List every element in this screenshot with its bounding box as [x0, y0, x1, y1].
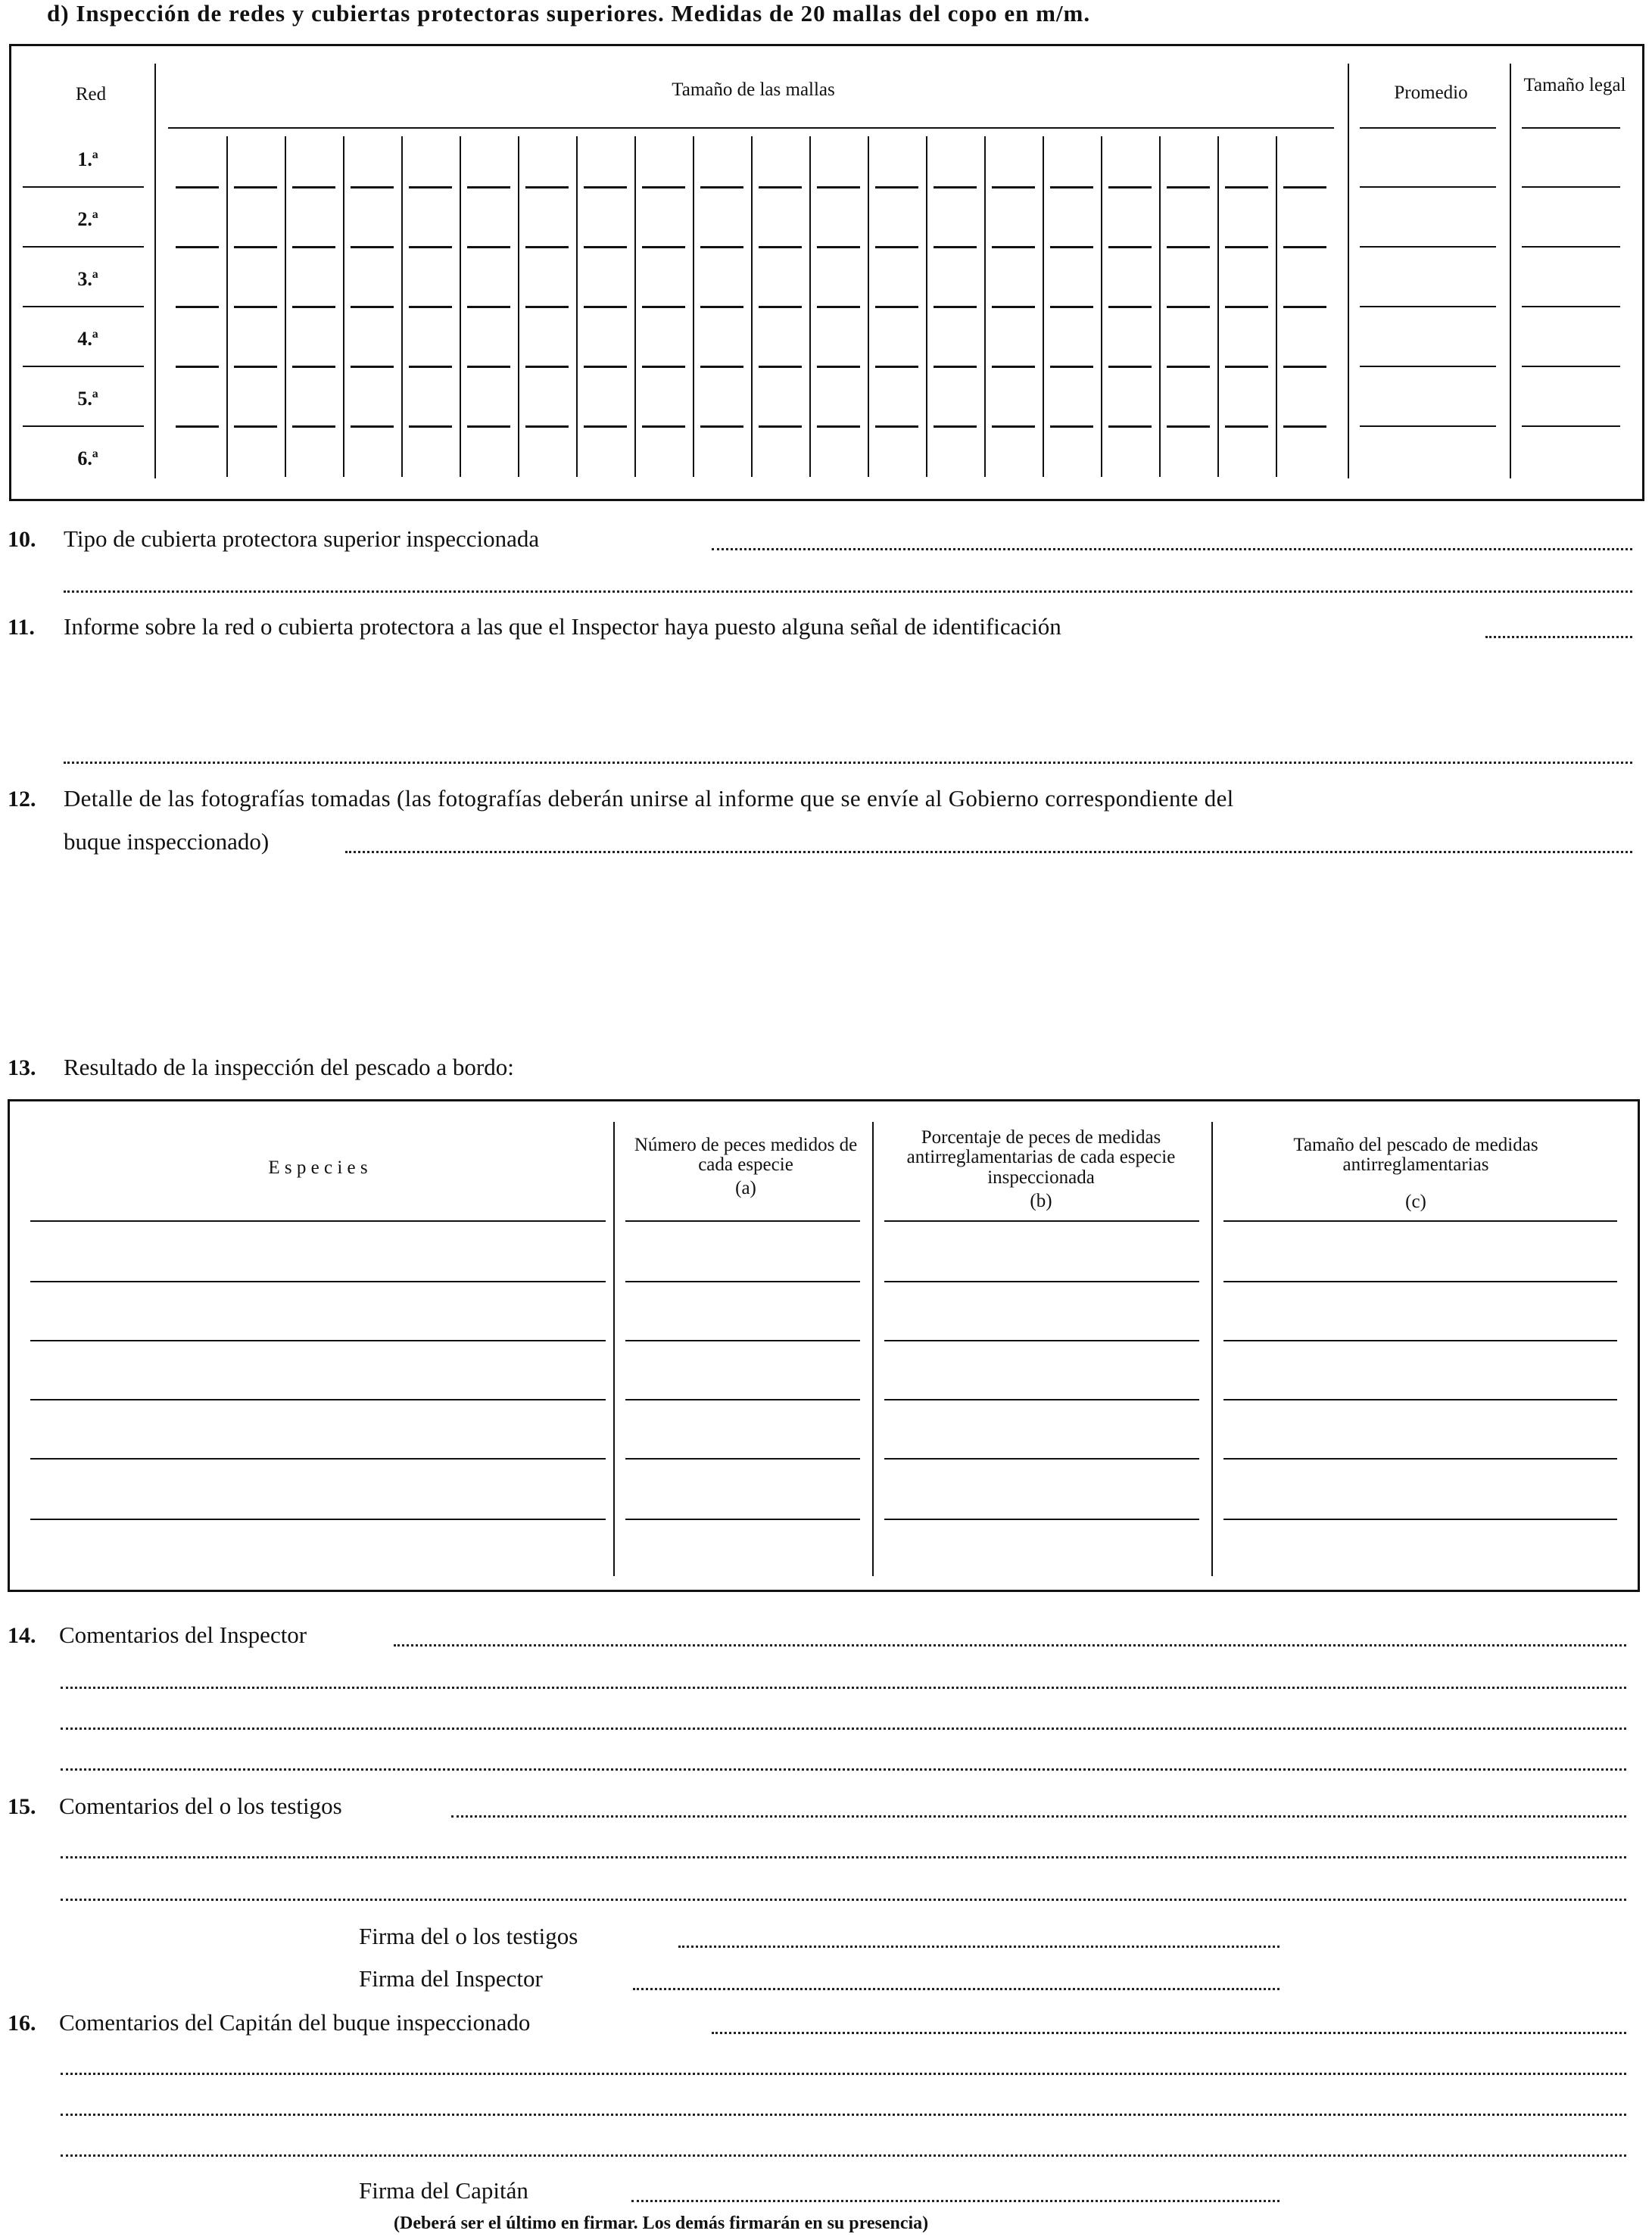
mesh-promedio-entry	[1360, 186, 1496, 188]
mesh-cell-entry[interactable]	[1283, 246, 1326, 248]
item-16-fill-2[interactable]	[61, 2073, 1626, 2075]
mesh-cell-entry[interactable]	[934, 366, 977, 368]
item-16-number: 16.	[8, 2011, 36, 2036]
mesh-row-label: 3.ª	[77, 268, 98, 290]
item-16-fill[interactable]	[712, 2032, 1626, 2034]
mesh-cell-entry[interactable]	[234, 366, 277, 368]
item-12-number: 12.	[8, 787, 36, 812]
fish-sep-1	[613, 1122, 615, 1576]
mesh-cell-entry[interactable]	[1108, 306, 1152, 308]
mesh-cell-entry[interactable]	[817, 306, 860, 308]
mesh-cell-entry[interactable]	[234, 425, 277, 428]
mesh-cell-entry[interactable]	[234, 306, 277, 308]
mesh-cell-entry[interactable]	[1108, 186, 1152, 188]
mesh-legal-entry	[1522, 246, 1620, 248]
item-16-fill-4[interactable]	[61, 2154, 1626, 2157]
fish-entry-line	[1223, 1458, 1617, 1460]
mesh-cell-entry[interactable]	[351, 366, 394, 368]
mesh-cell-entry[interactable]	[934, 306, 977, 308]
mesh-cell-entry[interactable]	[1050, 425, 1093, 428]
fish-col-porcentaje-tag: (b)	[1030, 1191, 1052, 1211]
mesh-cell-entry[interactable]	[292, 306, 335, 308]
mesh-row-line-red	[23, 366, 144, 367]
mesh-sep-promedio	[1348, 64, 1349, 478]
mesh-cell-entry[interactable]	[1108, 366, 1152, 368]
mesh-header-line-legal	[1522, 127, 1620, 129]
mesh-cell-entry[interactable]	[1283, 306, 1326, 308]
fish-entry-line	[884, 1519, 1199, 1520]
mesh-col-sep	[693, 136, 694, 477]
mesh-col-sep	[343, 136, 344, 477]
mesh-sep-legal	[1510, 64, 1511, 478]
mesh-cell-entry[interactable]	[642, 366, 685, 368]
mesh-cell-entry[interactable]	[875, 306, 918, 308]
mesh-cell-entry[interactable]	[759, 306, 802, 308]
fish-entry-line	[1223, 1340, 1617, 1341]
mesh-cell-entry[interactable]	[1225, 306, 1268, 308]
fish-entry-line	[625, 1220, 860, 1222]
mesh-cell-entry[interactable]	[817, 366, 860, 368]
mesh-cell-entry[interactable]	[992, 366, 1035, 368]
fish-col-numero-tag: (a)	[735, 1178, 756, 1198]
mesh-cell-entry[interactable]	[1225, 366, 1268, 368]
mesh-header-line	[168, 127, 1334, 129]
mesh-cell-entry[interactable]	[1167, 186, 1210, 188]
mesh-promedio-entry	[1360, 246, 1496, 248]
mesh-col-sep	[1043, 136, 1044, 477]
mesh-cell-entry[interactable]	[351, 186, 394, 188]
item-12-label: Detalle de las fotografías tomadas (las fotografías deberán unirse al informe que se envíe al Gobierno correspondiente del	[64, 785, 1234, 812]
mesh-promedio-entry	[1360, 425, 1496, 427]
mesh-cell-entry[interactable]	[467, 306, 510, 308]
mesh-cell-entry[interactable]	[525, 306, 569, 308]
mesh-col-sep	[751, 136, 753, 477]
mesh-col-sep	[1217, 136, 1219, 477]
item-14-label: Comentarios del Inspector	[59, 1622, 307, 1648]
mesh-legal-entry	[1522, 186, 1620, 188]
item-11-label: Informe sobre la red o cubierta protectora a las que el Inspector haya puesto alguna señal de identificación	[64, 613, 1061, 640]
mesh-cell-entry[interactable]	[351, 425, 394, 428]
mesh-col-sep	[460, 136, 461, 477]
fish-entry-line	[1223, 1399, 1617, 1400]
signature-capitan-label: Firma del Capitán	[359, 2177, 528, 2204]
mesh-cell-entry[interactable]	[992, 246, 1035, 248]
item-13-label: Resultado de la inspección del pescado a bordo:	[64, 1054, 514, 1080]
mesh-cell-entry[interactable]	[759, 366, 802, 368]
mesh-cell-entry[interactable]	[700, 246, 743, 248]
mesh-cell-entry[interactable]	[817, 246, 860, 248]
item-14-fill-3[interactable]	[61, 1728, 1626, 1730]
item-15-fill-3[interactable]	[61, 1899, 1626, 1901]
mesh-cell-entry[interactable]	[176, 186, 219, 188]
section-d-heading: d) Inspección de redes y cubiertas protectoras superiores. Medidas de 20 mallas del copo en m/m.	[47, 0, 1091, 26]
fish-col-porcentaje: Porcentaje de peces de medidas antirreglamentarias de cada especie inspeccionada	[906, 1127, 1176, 1188]
fish-entry-line	[884, 1458, 1199, 1460]
fish-entry-line	[30, 1519, 606, 1520]
mesh-cell-entry[interactable]	[817, 186, 860, 188]
mesh-cell-entry[interactable]	[176, 366, 219, 368]
fish-entry-line	[1223, 1281, 1617, 1282]
mesh-cell-entry[interactable]	[1108, 425, 1152, 428]
fish-entry-line	[30, 1399, 606, 1400]
mesh-cell-entry[interactable]	[176, 425, 219, 428]
item-10-label: Tipo de cubierta protectora superior inspeccionada	[64, 525, 540, 552]
item-11-fill[interactable]	[1485, 636, 1632, 638]
mesh-cell-entry[interactable]	[1283, 186, 1326, 188]
fish-entry-line	[30, 1220, 606, 1222]
mesh-cell-entry[interactable]	[700, 425, 743, 428]
mesh-col-sep	[926, 136, 927, 477]
mesh-row-label: 2.ª	[77, 208, 98, 230]
mesh-cell-entry[interactable]	[1050, 246, 1093, 248]
item-15-fill[interactable]	[451, 1815, 1626, 1818]
mesh-col-sep	[868, 136, 869, 477]
signature-testigos-line[interactable]	[678, 1946, 1280, 1948]
mesh-cell-entry[interactable]	[875, 366, 918, 368]
mesh-cell-entry[interactable]	[409, 306, 452, 308]
mesh-cell-entry[interactable]	[1283, 366, 1326, 368]
item-15-fill-2[interactable]	[61, 1856, 1626, 1858]
mesh-sep-red	[154, 64, 156, 478]
mesh-col-promedio: Promedio	[1394, 83, 1468, 103]
mesh-cell-entry[interactable]	[642, 425, 685, 428]
mesh-cell-entry[interactable]	[351, 246, 394, 248]
mesh-cell-entry[interactable]	[1283, 425, 1326, 428]
signature-note: (Deberá ser el último en firmar. Los demás firmarán en su presencia)	[394, 2214, 929, 2233]
mesh-cell-entry[interactable]	[1108, 246, 1152, 248]
mesh-cell-entry[interactable]	[992, 306, 1035, 308]
mesh-cell-entry[interactable]	[934, 186, 977, 188]
mesh-cell-entry[interactable]	[351, 306, 394, 308]
mesh-cell-entry[interactable]	[176, 306, 219, 308]
mesh-cell-entry[interactable]	[934, 246, 977, 248]
item-14-fill-4[interactable]	[61, 1768, 1626, 1771]
fish-col-numero: Número de peces medidos de cada especie	[634, 1135, 858, 1176]
mesh-col-mallas: Tamaño de las mallas	[672, 79, 835, 100]
mesh-cell-entry[interactable]	[525, 246, 569, 248]
fish-entry-line	[884, 1399, 1199, 1400]
mesh-col-sep	[518, 136, 519, 477]
mesh-cell-entry[interactable]	[759, 186, 802, 188]
mesh-row-label: 5.ª	[77, 388, 98, 410]
mesh-cell-entry[interactable]	[875, 186, 918, 188]
mesh-cell-entry[interactable]	[409, 366, 452, 368]
mesh-cell-entry[interactable]	[1167, 366, 1210, 368]
mesh-row-line-red	[23, 306, 144, 307]
fish-entry-line	[625, 1458, 860, 1460]
mesh-cell-entry[interactable]	[584, 186, 627, 188]
mesh-cell-entry[interactable]	[875, 425, 918, 428]
mesh-col-sep	[809, 136, 811, 477]
fish-entry-line	[1223, 1220, 1617, 1222]
mesh-col-sep	[1159, 136, 1161, 477]
mesh-col-sep	[576, 136, 578, 477]
mesh-cell-entry[interactable]	[642, 186, 685, 188]
mesh-promedio-entry	[1360, 366, 1496, 367]
mesh-row-line-red	[23, 246, 144, 248]
mesh-cell-entry[interactable]	[234, 246, 277, 248]
mesh-col-sep	[634, 136, 636, 477]
mesh-cell-entry[interactable]	[934, 425, 977, 428]
mesh-col-red: Red	[75, 84, 107, 104]
fish-col-tamano: Tamaño del pescado de medidas antirreglamentarias	[1293, 1135, 1538, 1176]
item-14-number: 14.	[8, 1623, 36, 1648]
fish-entry-line	[30, 1458, 606, 1460]
mesh-cell-entry[interactable]	[525, 186, 569, 188]
signature-capitan-line[interactable]	[631, 2200, 1280, 2202]
mesh-cell-entry[interactable]	[292, 366, 335, 368]
mesh-cell-entry[interactable]	[1050, 186, 1093, 188]
mesh-cell-entry[interactable]	[1167, 246, 1210, 248]
fish-col-especies: E s p e c i e s	[268, 1157, 368, 1178]
fish-entry-line	[884, 1281, 1199, 1282]
mesh-cell-entry[interactable]	[525, 425, 569, 428]
item-10-number: 10.	[8, 527, 36, 552]
mesh-cell-entry[interactable]	[817, 425, 860, 428]
mesh-cell-entry[interactable]	[292, 246, 335, 248]
item-11-fill-2[interactable]	[64, 762, 1632, 764]
mesh-cell-entry[interactable]	[467, 425, 510, 428]
mesh-cell-entry[interactable]	[700, 306, 743, 308]
mesh-row-line-red	[23, 425, 144, 427]
mesh-cell-entry[interactable]	[642, 246, 685, 248]
mesh-cell-entry[interactable]	[1050, 306, 1093, 308]
item-10-fill-2[interactable]	[64, 590, 1632, 593]
item-10-fill[interactable]	[712, 548, 1632, 550]
mesh-cell-entry[interactable]	[176, 246, 219, 248]
item-11-number: 11.	[8, 615, 35, 640]
fish-entry-line	[625, 1281, 860, 1282]
item-12-label-cont: buque inspeccionado)	[64, 828, 270, 855]
mesh-col-sep	[1101, 136, 1102, 477]
mesh-cell-entry[interactable]	[759, 246, 802, 248]
mesh-cell-entry[interactable]	[584, 366, 627, 368]
item-16-label: Comentarios del Capitán del buque inspeccionado	[59, 2009, 531, 2036]
mesh-col-sep	[984, 136, 986, 477]
mesh-row-line-red	[23, 186, 144, 188]
mesh-cell-entry[interactable]	[292, 186, 335, 188]
mesh-cell-entry[interactable]	[467, 366, 510, 368]
mesh-cell-entry[interactable]	[234, 186, 277, 188]
item-15-label: Comentarios del o los testigos	[59, 1793, 342, 1819]
mesh-cell-entry[interactable]	[409, 246, 452, 248]
mesh-col-sep	[285, 136, 286, 477]
mesh-cell-entry[interactable]	[1050, 366, 1093, 368]
mesh-cell-entry[interactable]	[992, 425, 1035, 428]
fish-entry-line	[30, 1281, 606, 1282]
mesh-cell-entry[interactable]	[292, 425, 335, 428]
fish-entry-line	[884, 1340, 1199, 1341]
mesh-cell-entry[interactable]	[584, 425, 627, 428]
mesh-cell-entry[interactable]	[584, 306, 627, 308]
mesh-row-label: 1.ª	[77, 148, 98, 170]
mesh-legal-entry	[1522, 425, 1620, 427]
mesh-cell-entry[interactable]	[409, 186, 452, 188]
fish-col-tamano-tag: (c)	[1405, 1192, 1426, 1212]
mesh-cell-entry[interactable]	[759, 425, 802, 428]
fish-entry-line	[625, 1519, 860, 1520]
signature-inspector-label: Firma del Inspector	[359, 1965, 543, 1992]
mesh-col-sep	[1276, 136, 1277, 477]
mesh-cell-entry[interactable]	[584, 246, 627, 248]
mesh-legal-entry	[1522, 306, 1620, 307]
mesh-cell-entry[interactable]	[700, 186, 743, 188]
signature-testigos-label: Firma del o los testigos	[359, 1923, 578, 1949]
mesh-cell-entry[interactable]	[875, 246, 918, 248]
item-13-number: 13.	[8, 1055, 36, 1080]
item-14-fill[interactable]	[394, 1644, 1626, 1647]
mesh-promedio-entry	[1360, 306, 1496, 307]
mesh-header-line-prom	[1360, 127, 1496, 129]
mesh-cell-entry[interactable]	[467, 246, 510, 248]
fish-sep-3	[1211, 1122, 1213, 1576]
fish-entry-line	[625, 1340, 860, 1341]
mesh-cell-entry[interactable]	[1167, 425, 1210, 428]
mesh-legal-entry	[1522, 366, 1620, 367]
mesh-cell-entry[interactable]	[1225, 246, 1268, 248]
mesh-col-legal: Tamaño legal	[1523, 75, 1626, 95]
mesh-col-sep	[401, 136, 403, 477]
mesh-cell-entry[interactable]	[1167, 306, 1210, 308]
item-14-fill-2[interactable]	[61, 1687, 1626, 1689]
mesh-cell-entry[interactable]	[992, 186, 1035, 188]
fish-sep-2	[872, 1122, 874, 1576]
mesh-cell-entry[interactable]	[1225, 186, 1268, 188]
mesh-cell-entry[interactable]	[409, 425, 452, 428]
mesh-col-sep	[226, 136, 228, 477]
mesh-cell-entry[interactable]	[525, 366, 569, 368]
mesh-row-label: 4.ª	[77, 328, 98, 350]
fish-entry-line	[1223, 1519, 1617, 1520]
mesh-cell-entry[interactable]	[467, 186, 510, 188]
signature-inspector-line[interactable]	[633, 1988, 1280, 1990]
item-15-number: 15.	[8, 1794, 36, 1819]
mesh-cell-entry[interactable]	[1225, 425, 1268, 428]
fish-entry-line	[625, 1399, 860, 1400]
mesh-cell-entry[interactable]	[642, 306, 685, 308]
item-12-fill[interactable]	[345, 851, 1632, 853]
mesh-cell-entry[interactable]	[700, 366, 743, 368]
fish-entry-line	[30, 1340, 606, 1341]
item-16-fill-3[interactable]	[61, 2114, 1626, 2116]
mesh-table-frame	[9, 44, 1644, 501]
fish-entry-line	[884, 1220, 1199, 1222]
mesh-row-label: 6.ª	[77, 447, 98, 469]
